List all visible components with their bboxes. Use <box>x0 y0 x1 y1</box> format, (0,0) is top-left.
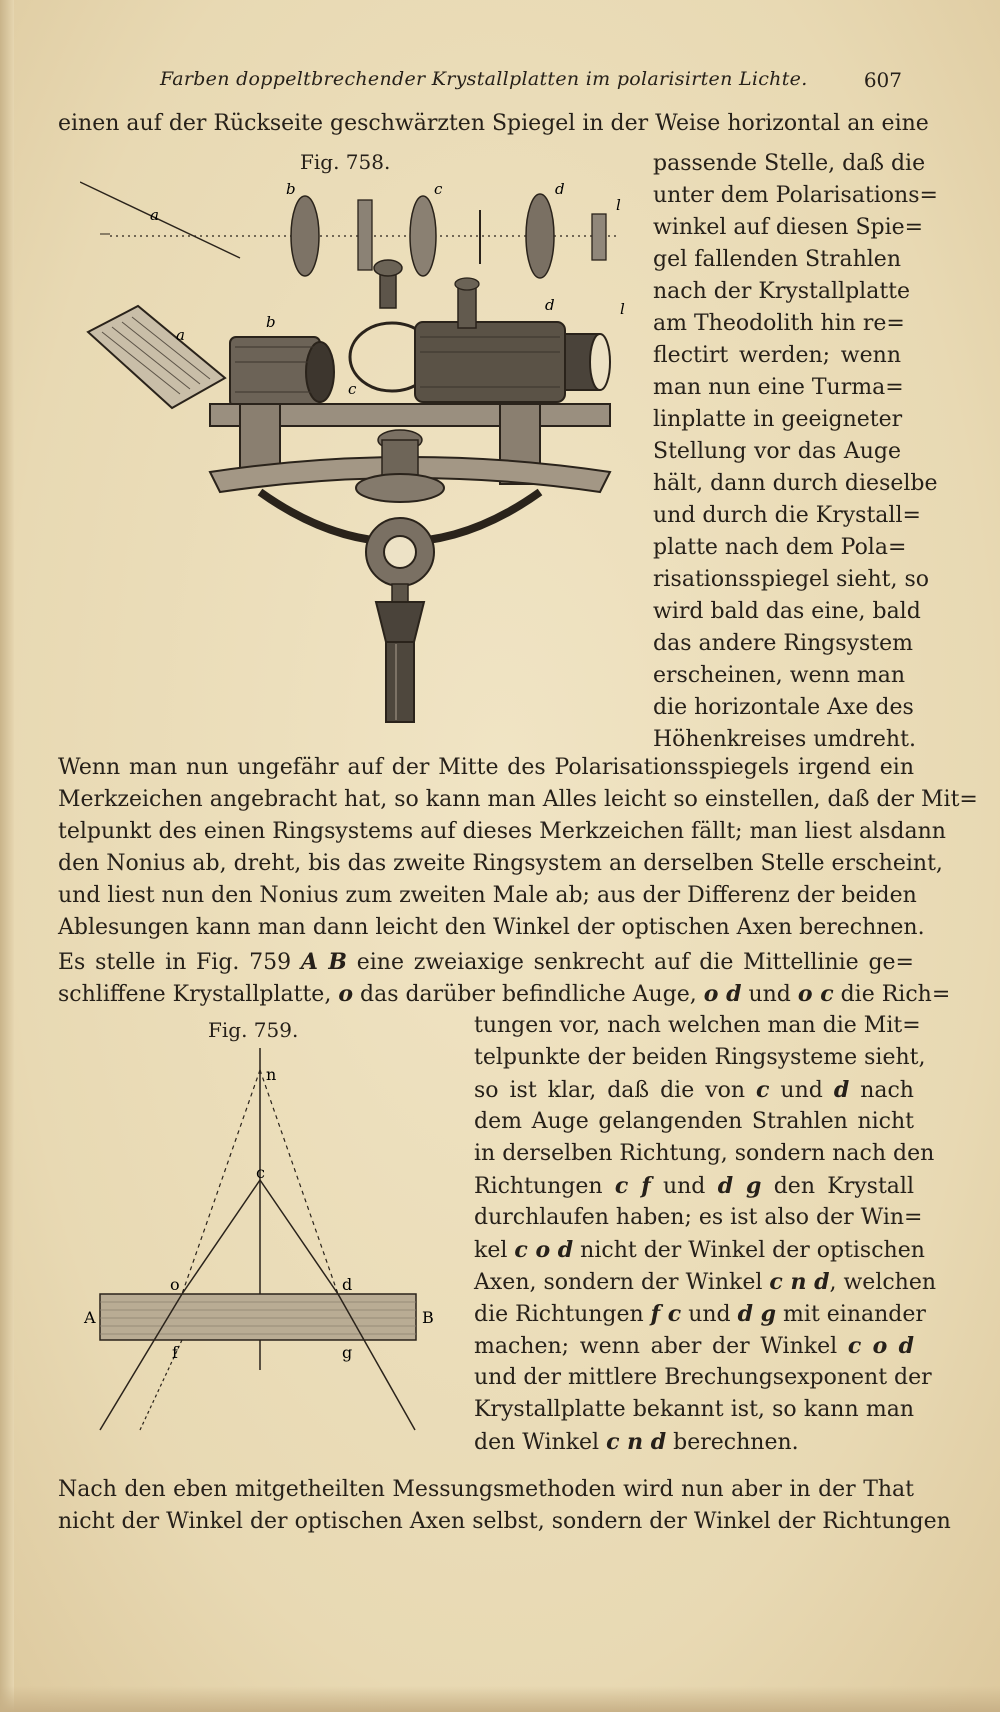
eyepiece-lens <box>590 334 610 390</box>
math-var: A B <box>300 949 347 975</box>
text-line: nicht der Winkel der optischen Axen selbst, sondern der Winkel der Richtungen <box>58 1509 951 1534</box>
text-line: Ablesungen kann man dann leicht den Winkel der optischen Axen berechnen. <box>58 915 925 940</box>
math-var: c f <box>614 1173 651 1199</box>
text-line: Nach den eben mitgetheilten Messungsmethoden wird nun aber in der That <box>58 1477 914 1502</box>
fig759-diagram <box>80 1040 440 1440</box>
text-line: das andere Ringsystem <box>653 631 913 656</box>
text-run: den Krystall <box>761 1174 914 1199</box>
fig758-illustration <box>80 172 640 732</box>
label-d: d <box>342 1275 353 1294</box>
text-line: man nun eine Turma= <box>653 375 904 400</box>
text-run: machen; wenn aber der Winkel <box>474 1334 848 1359</box>
text-line <box>474 1298 926 1330</box>
label-a-top: a <box>150 206 159 224</box>
text-line: einen auf der Rückseite geschwärzten Spiegel in der Weise horizontal an eine <box>58 111 929 136</box>
lens-b-icon <box>291 196 319 276</box>
math-var: d <box>833 1077 850 1103</box>
polarizing-mirror <box>88 306 225 408</box>
text-line <box>58 946 914 978</box>
text-run: mit einander <box>776 1302 926 1327</box>
text-line: passende Stelle, daß die <box>653 151 926 176</box>
text-run: eine zweiaxige senkrecht auf die Mittellinie ge= <box>346 950 914 975</box>
fig758-caption: Fig. 758. <box>300 150 391 174</box>
text-run: den Winkel <box>474 1430 607 1455</box>
text-line: gel fallenden Strahlen <box>653 247 901 272</box>
text-run: berechnen. <box>666 1430 799 1455</box>
text-line: Stellung vor das Auge <box>653 439 901 464</box>
stand-post <box>386 642 414 722</box>
label-g: g <box>342 1343 353 1362</box>
page-number: 607 <box>863 68 902 92</box>
crystal-plate-AB <box>100 1294 416 1340</box>
label-B: B <box>422 1308 434 1327</box>
text-run: Es stelle in Fig. 759 <box>58 950 301 975</box>
text-run: und <box>741 982 798 1007</box>
label-b-tube: b <box>266 313 276 331</box>
text-run: das darüber befindliche Auge, <box>353 982 704 1007</box>
rotation-disk <box>356 474 444 502</box>
intro-line <box>58 108 929 140</box>
text-line: erscheinen, wenn man <box>653 663 906 688</box>
text-line <box>474 1170 914 1202</box>
fig759-caption: Fig. 759. <box>208 1018 299 1042</box>
label-d-top: d <box>555 180 565 198</box>
math-var: f c <box>650 1301 682 1327</box>
text-line: durchlaufen haben; es ist also der Win= <box>474 1205 923 1230</box>
math-var: o <box>338 981 353 1007</box>
paragraph-2 <box>58 752 978 944</box>
math-var: d g <box>737 1301 777 1327</box>
text-line: Wenn man nun ungefähr auf der Mitte des Polarisationsspiegels irgend ein <box>58 755 914 780</box>
text-run: die Rich= <box>833 982 951 1007</box>
label-l-top: l <box>616 196 621 214</box>
incoming-ray <box>80 182 240 258</box>
text-line: den Nonius ab, dreht, bis das zweite Ringsystem an derselben Stelle erscheint, <box>58 851 943 876</box>
running-title: Farben doppeltbrechender Krystallplatten im polarisirten Lichte. <box>160 68 808 90</box>
text-run: und <box>650 1174 718 1199</box>
page-fold-shadow <box>0 0 14 1712</box>
running-header <box>160 68 920 98</box>
label-l-tube: l <box>620 300 625 318</box>
text-line: risationsspiegel sieht, so <box>653 567 929 592</box>
text-run: und <box>769 1078 834 1103</box>
text-run: nicht der Winkel der optischen <box>573 1238 925 1263</box>
math-var: o c <box>797 981 834 1007</box>
label-b-top: b <box>286 180 296 198</box>
text-line: unter dem Polarisations= <box>653 183 938 208</box>
math-var: d g <box>717 1173 762 1199</box>
text-run: kel <box>474 1238 515 1263</box>
text-line: Merkzeichen angebracht hat, so kann man Alles leicht so einstellen, daß der Mit= <box>58 787 978 812</box>
label-c-holder: c <box>348 380 357 398</box>
text-line: und liest nun den Nonius zum zweiten Male ab; aus der Differenz der beiden <box>58 883 917 908</box>
text-line: wird bald das eine, bald <box>653 599 921 624</box>
text-line <box>474 1266 937 1298</box>
text-line <box>474 1234 925 1266</box>
text-line: platte nach dem Pola= <box>653 535 907 560</box>
text-run: die Richtungen <box>474 1302 651 1327</box>
crystal-plate-icon <box>358 200 372 270</box>
math-var: c n d <box>769 1269 830 1295</box>
fig759-side-text <box>474 1010 937 1458</box>
left-tube-end <box>306 342 334 402</box>
paragraph-3-head <box>58 946 951 1010</box>
text-line: in derselben Richtung, sondern nach den <box>474 1141 935 1166</box>
paragraph-4 <box>58 1474 951 1538</box>
text-line: nach der Krystallplatte <box>653 279 911 304</box>
label-c: c <box>256 1163 265 1182</box>
right-tube <box>415 322 565 402</box>
text-line <box>58 978 951 1010</box>
text-line: die horizontale Axe des <box>653 695 914 720</box>
label-f: f <box>172 1343 178 1362</box>
text-run: schliffene Krystallplatte, <box>58 982 339 1007</box>
text-run: , welchen <box>829 1270 937 1295</box>
math-var: c o d <box>847 1333 914 1359</box>
text-line: dem Auge gelangenden Strahlen nicht <box>474 1109 914 1134</box>
text-line: am Theodolith hin re= <box>653 311 905 336</box>
math-var: c <box>756 1077 770 1103</box>
lens-d-icon <box>526 194 554 278</box>
text-line: Krystallplatte bekannt ist, so kann man <box>474 1397 914 1422</box>
label-A: A <box>84 1308 96 1327</box>
label-a-mirror: a <box>176 326 185 344</box>
text-run: so ist klar, daß die von <box>474 1078 757 1103</box>
text-line: telpunkt des einen Ringsystems auf dieses Merkzeichen fällt; man liest alsdann <box>58 819 946 844</box>
text-run: nach <box>849 1078 914 1103</box>
text-line: hält, dann durch dieselbe <box>653 471 938 496</box>
math-var: c o d <box>514 1237 574 1263</box>
math-var: c n d <box>606 1429 667 1455</box>
text-line <box>474 1330 914 1362</box>
text-line: und der mittlere Brechungsexponent der <box>474 1365 932 1390</box>
text-line: und durch die Krystall= <box>653 503 921 528</box>
text-line: tungen vor, nach welchen man die Mit= <box>474 1013 921 1038</box>
text-line <box>474 1074 914 1106</box>
eyepiece-icon <box>592 214 606 260</box>
math-var: o d <box>703 981 742 1007</box>
text-line: linplatte in geeigneter <box>653 407 903 432</box>
text-run: Axen, sondern der Winkel <box>474 1270 770 1295</box>
text-line <box>474 1426 914 1458</box>
text-line: winkel auf diesen Spie= <box>653 215 924 240</box>
label-n: n <box>266 1065 277 1084</box>
text-run: und <box>681 1302 738 1327</box>
label-d-tube: d <box>545 296 555 314</box>
page-bottom-edge <box>0 1686 1000 1712</box>
text-line: telpunkte der beiden Ringsysteme sieht, <box>474 1045 926 1070</box>
stand-collar <box>376 602 424 642</box>
label-o: o <box>170 1275 180 1294</box>
text-line: flectirt werden; wenn <box>653 343 901 368</box>
text-run: Richtungen <box>474 1174 615 1199</box>
label-c-top: c <box>434 180 443 198</box>
text-line: Höhenkreises umdreht. <box>653 727 916 752</box>
fig758-side-text <box>653 148 938 756</box>
lens-c-icon <box>410 196 436 276</box>
